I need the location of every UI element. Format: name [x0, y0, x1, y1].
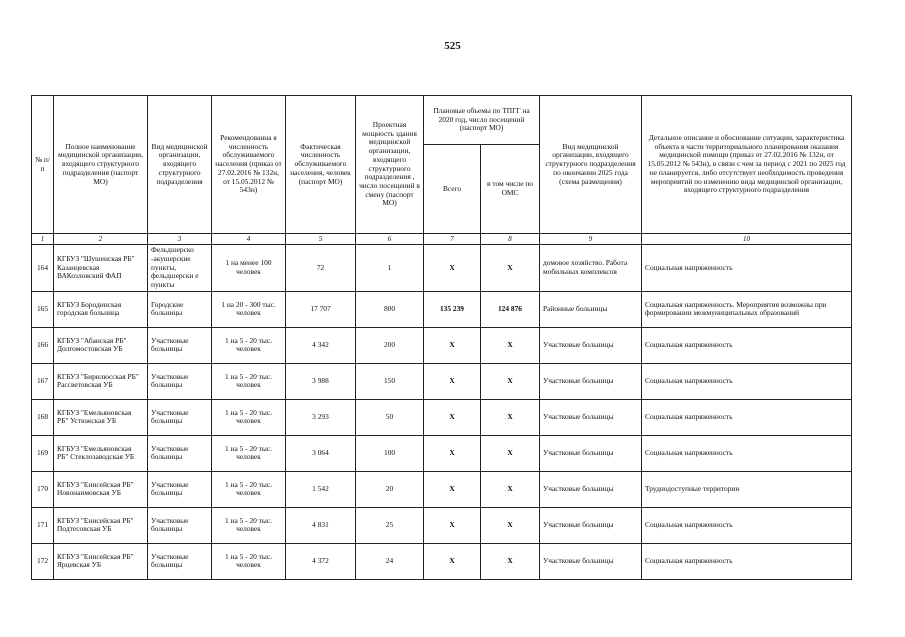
header-planned-total: Всего: [424, 145, 481, 234]
row-description-cell: Социальная напряженность. Мероприятия возможны при формировании межмуниципальных образований: [642, 291, 852, 327]
row-recommended-cell: 1 на 5 - 20 тыс. человек: [212, 507, 286, 543]
table-row: [32, 245, 852, 292]
row-recommended-cell: 1 на 5 - 20 тыс. человек: [212, 435, 286, 471]
row-description-cell: Социальная напряженность: [642, 435, 852, 471]
row-total-cell: Х: [424, 543, 481, 579]
row-description-cell: Социальная напряженность: [642, 363, 852, 399]
header-actual: Фактическая численность обслуживаемого населения, человек (паспорт МО): [286, 96, 356, 234]
row-num-cell: 171: [32, 507, 54, 543]
column-number: 10: [642, 234, 852, 245]
row-type-cell: Участковые больницы: [148, 543, 212, 579]
row-actual-cell: 3 293: [286, 399, 356, 435]
page-number: 525: [444, 40, 461, 52]
row-name-cell: КГБУЗ Бородинская городская больница: [54, 291, 148, 327]
row-total-cell: Х: [424, 363, 481, 399]
row-oms-cell: Х: [481, 327, 540, 363]
row-description-cell: Социальная напряженность: [642, 507, 852, 543]
column-number: 4: [212, 234, 286, 245]
row-total-cell: Х: [424, 471, 481, 507]
row-type-2025-cell: Участковые больницы: [540, 363, 642, 399]
row-oms-cell: Х: [481, 471, 540, 507]
row-oms-cell: 124 876: [481, 291, 540, 327]
row-name-cell: КГБУЗ "Шушенская РБ" Казанцевская ВАКозловский ФАП: [54, 245, 148, 292]
row-type-cell: Участковые больницы: [148, 363, 212, 399]
row-actual-cell: 4 372: [286, 543, 356, 579]
row-total-cell: Х: [424, 327, 481, 363]
row-type-2025-cell: Участковые больницы: [540, 435, 642, 471]
row-oms-cell: Х: [481, 363, 540, 399]
row-oms-cell: Х: [481, 399, 540, 435]
row-type-cell: Участковые больницы: [148, 399, 212, 435]
header-planned-group: Плановые объемы по ТПГГ на 2020 год, число посещений (паспорт МО): [424, 96, 540, 145]
table-row: [32, 543, 852, 579]
row-description-cell: Труднодоступные территории: [642, 471, 852, 507]
table-row: [32, 291, 852, 327]
column-number: 7: [424, 234, 481, 245]
column-number: 3: [148, 234, 212, 245]
row-num-cell: 168: [32, 399, 54, 435]
column-number: 5: [286, 234, 356, 245]
header-num: № п/п: [32, 96, 54, 234]
row-actual-cell: 4 342: [286, 327, 356, 363]
table-row: [32, 399, 852, 435]
row-type-cell: Участковые больницы: [148, 435, 212, 471]
row-type-cell: Участковые больницы: [148, 327, 212, 363]
header-name: Полное наименование медицинской организации, входящего структурного подразделения (паспорт МО): [54, 96, 148, 234]
header-description: Детальное описание и обоснование ситуации, характеристика объекта в части территориального планирования оказания медицинской помощи (приказ от 27.02.2016 № 132н, от 15.05.2012 № 543н), в связи с чем за период с 2021 по 2025 год не планируется, либо отсутствует необходимость проведения мероприятий по изменению вида медицинской организации, входящего структурного подразделения: [642, 96, 852, 234]
row-recommended-cell: 1 на менее 100 человек: [212, 245, 286, 292]
row-type-2025-cell: Участковые больницы: [540, 399, 642, 435]
row-name-cell: КГБУЗ "Емельяновская РБ" Устюжская УБ: [54, 399, 148, 435]
row-capacity-cell: 24: [356, 543, 424, 579]
row-recommended-cell: 1 на 5 - 20 тыс. человек: [212, 363, 286, 399]
row-type-2025-cell: Районные больницы: [540, 291, 642, 327]
column-number: 6: [356, 234, 424, 245]
column-number: 8: [481, 234, 540, 245]
table-row: [32, 435, 852, 471]
row-capacity-cell: 800: [356, 291, 424, 327]
row-total-cell: Х: [424, 507, 481, 543]
row-type-cell: Участковые больницы: [148, 471, 212, 507]
row-type-cell: Городские больницы: [148, 291, 212, 327]
row-description-cell: Социальная напряженность: [642, 245, 852, 292]
row-recommended-cell: 1 на 5 - 20 тыс. человек: [212, 327, 286, 363]
row-type-2025-cell: Участковые больницы: [540, 471, 642, 507]
row-total-cell: Х: [424, 435, 481, 471]
row-name-cell: КГБУЗ "Енисейская РБ" Новонаимовская УБ: [54, 471, 148, 507]
table-row: [32, 363, 852, 399]
column-number: 2: [54, 234, 148, 245]
row-name-cell: КГБУЗ "Бирилюсская РБ" Рассветовская УБ: [54, 363, 148, 399]
column-number: 1: [32, 234, 54, 245]
row-description-cell: Социальная напряженность: [642, 399, 852, 435]
row-oms-cell: Х: [481, 245, 540, 292]
row-recommended-cell: 1 на 5 - 20 тыс. человек: [212, 471, 286, 507]
row-actual-cell: 3 064: [286, 435, 356, 471]
row-type-cell: Фельдшерско -акушерские пункты, фельдшерски е пункты: [148, 245, 212, 292]
header-recommended: Рекомендованна я численность обслуживаемого населения (приказ от 27.02.2016 № 132н, от 15.05.2012 № 543н): [212, 96, 286, 234]
header-type: Вид медицинской организации, входящего структурного подразделения: [148, 96, 212, 234]
row-type-2025-cell: Участковые больницы: [540, 507, 642, 543]
row-num-cell: 172: [32, 543, 54, 579]
row-actual-cell: 1 542: [286, 471, 356, 507]
row-oms-cell: Х: [481, 543, 540, 579]
row-num-cell: 169: [32, 435, 54, 471]
row-num-cell: 170: [32, 471, 54, 507]
row-type-cell: Участковые больницы: [148, 507, 212, 543]
row-recommended-cell: 1 на 20 - 300 тыс. человек: [212, 291, 286, 327]
row-recommended-cell: 1 на 5 - 20 тыс. человек: [212, 399, 286, 435]
header-planned-oms: в том числе по ОМС: [481, 145, 540, 234]
header-type-2025: Вид медицинской организации, входящего структурного подразделения по окончании 2025 года (схема размещения): [540, 96, 642, 234]
row-oms-cell: Х: [481, 435, 540, 471]
row-capacity-cell: 50: [356, 399, 424, 435]
row-actual-cell: 17 707: [286, 291, 356, 327]
row-actual-cell: 72: [286, 245, 356, 292]
row-actual-cell: 3 988: [286, 363, 356, 399]
hospital-table: [31, 95, 852, 580]
table-row: [32, 507, 852, 543]
row-total-cell: Х: [424, 245, 481, 292]
row-capacity-cell: 1: [356, 245, 424, 292]
row-actual-cell: 4 831: [286, 507, 356, 543]
row-capacity-cell: 200: [356, 327, 424, 363]
table-row: [32, 327, 852, 363]
row-name-cell: КГБУЗ "Енисейская РБ" Ярцевская УБ: [54, 543, 148, 579]
column-number-row: [32, 234, 852, 245]
row-capacity-cell: 100: [356, 435, 424, 471]
column-number: 9: [540, 234, 642, 245]
header-capacity: Проектная мощность здания медицинской организации, входящего структурного подразделения , число посещений в смену (паспорт МО): [356, 96, 424, 234]
row-type-2025-cell: домовое хозяйство. Работа мобильных комплексов: [540, 245, 642, 292]
row-num-cell: 164: [32, 245, 54, 292]
row-type-2025-cell: Участковые больницы: [540, 327, 642, 363]
row-recommended-cell: 1 на 5 - 20 тыс. человек: [212, 543, 286, 579]
row-capacity-cell: 20: [356, 471, 424, 507]
row-num-cell: 166: [32, 327, 54, 363]
row-total-cell: Х: [424, 399, 481, 435]
row-name-cell: КГБУЗ "Енисейская РБ" Подтесовская УБ: [54, 507, 148, 543]
row-capacity-cell: 25: [356, 507, 424, 543]
row-description-cell: Социальная напряженность: [642, 543, 852, 579]
table-row: [32, 471, 852, 507]
table-body: [32, 245, 852, 580]
row-name-cell: КГБУЗ "Абанская РБ" Долгомостовская УБ: [54, 327, 148, 363]
row-type-2025-cell: Участковые больницы: [540, 543, 642, 579]
row-description-cell: Социальная напряженность: [642, 327, 852, 363]
row-oms-cell: Х: [481, 507, 540, 543]
row-num-cell: 167: [32, 363, 54, 399]
row-total-cell: 135 239: [424, 291, 481, 327]
row-name-cell: КГБУЗ "Емельяновская РБ" Стеклозаводская УБ: [54, 435, 148, 471]
row-num-cell: 165: [32, 291, 54, 327]
row-capacity-cell: 150: [356, 363, 424, 399]
